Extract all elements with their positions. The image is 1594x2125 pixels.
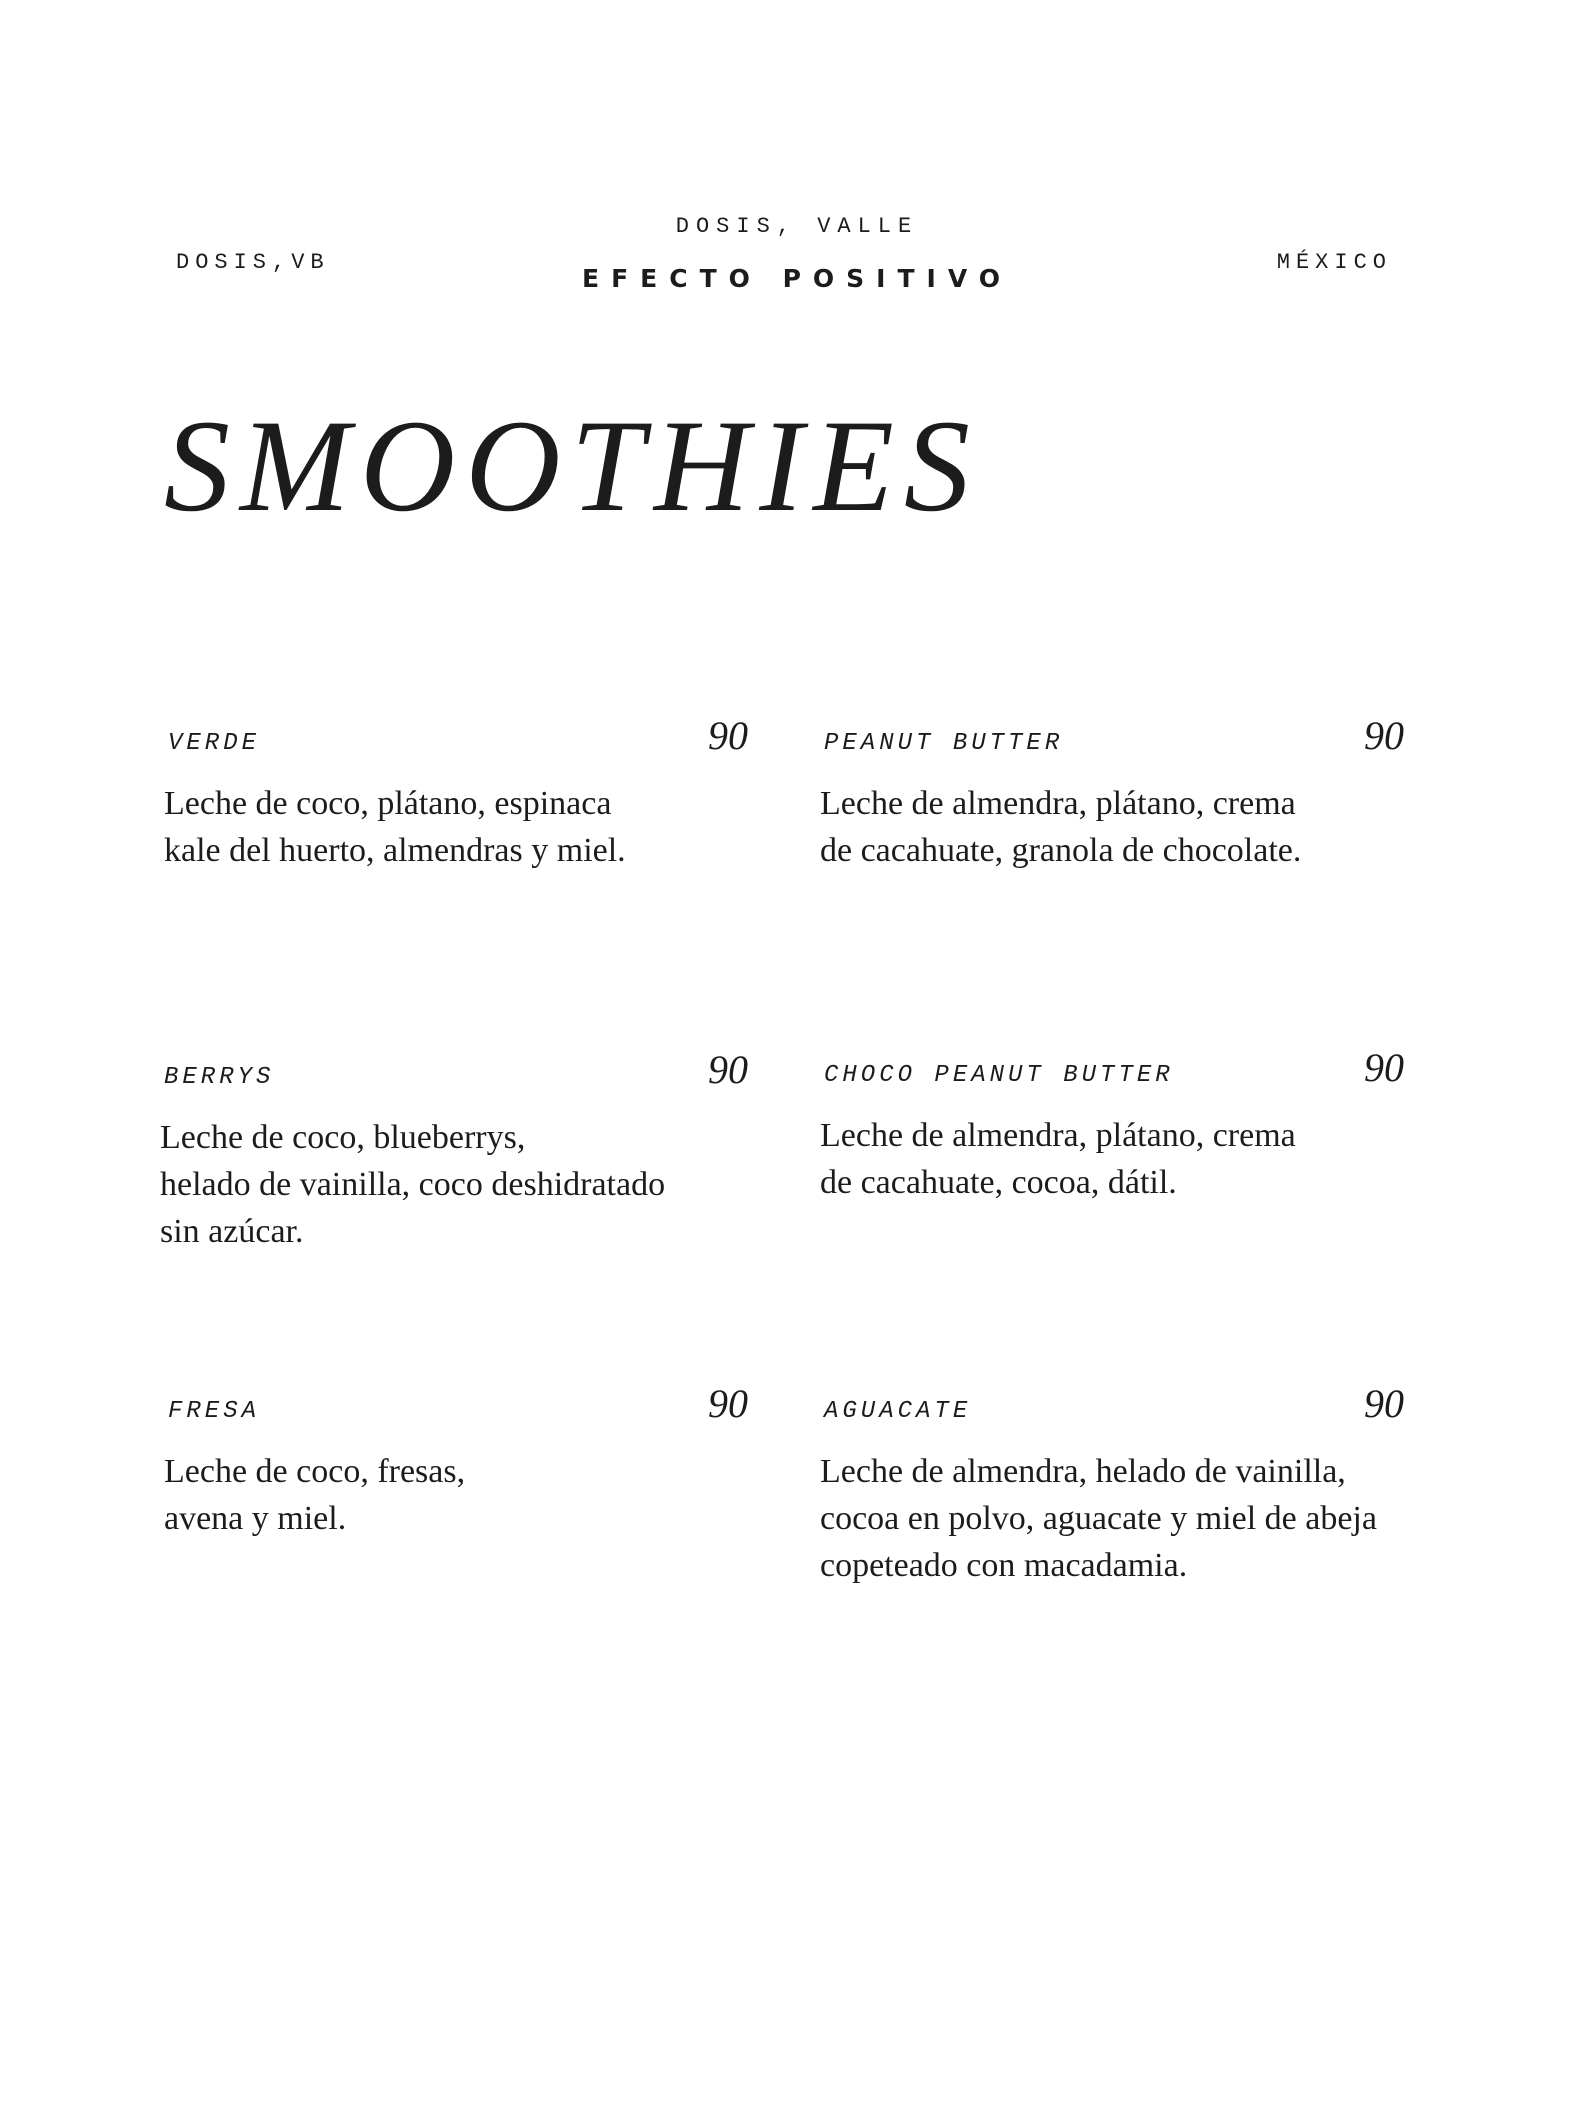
item-price: 90 bbox=[1364, 1045, 1404, 1090]
header-left-text: DOSIS,VB bbox=[176, 250, 330, 275]
brand-name: EFECTO POSITIVO bbox=[582, 264, 1012, 293]
header-location: DOSIS, VALLE bbox=[675, 214, 919, 239]
item-name: PEANUT BUTTER bbox=[824, 730, 1064, 757]
page-title: SMOOTHIES bbox=[164, 392, 980, 539]
item-price: 90 bbox=[708, 1047, 748, 1092]
item-description: Leche de coco, fresas, avena y miel. bbox=[164, 1453, 466, 1537]
item-description: Leche de almendra, helado de vainilla, cocoa en polvo, aguacate y miel de abeja copeteado con macadamia. bbox=[820, 1453, 1377, 1584]
item-name: AGUACATE bbox=[824, 1398, 972, 1425]
item-description: Leche de almendra, plátano, crema de cacahuate, cocoa, dátil. bbox=[820, 1117, 1296, 1201]
item-name: BERRYS bbox=[164, 1064, 275, 1091]
item-price: 90 bbox=[708, 713, 748, 758]
item-description: Leche de coco, blueberrys, helado de vainilla, coco deshidratado sin azúcar. bbox=[160, 1119, 666, 1250]
item-name: VERDE bbox=[168, 730, 261, 757]
item-description: Leche de almendra, plátano, crema de cacahuate, granola de chocolate. bbox=[820, 785, 1302, 869]
item-price: 90 bbox=[708, 1381, 748, 1426]
header-country: MÉXICO bbox=[1276, 250, 1392, 275]
item-price: 90 bbox=[1364, 713, 1404, 758]
item-price: 90 bbox=[1364, 1381, 1404, 1426]
item-description: Leche de coco, plátano, espinaca kale del huerto, almendras y miel. bbox=[164, 785, 626, 869]
item-name: CHOCO PEANUT BUTTER bbox=[824, 1062, 1174, 1089]
item-name: FRESA bbox=[168, 1398, 261, 1425]
